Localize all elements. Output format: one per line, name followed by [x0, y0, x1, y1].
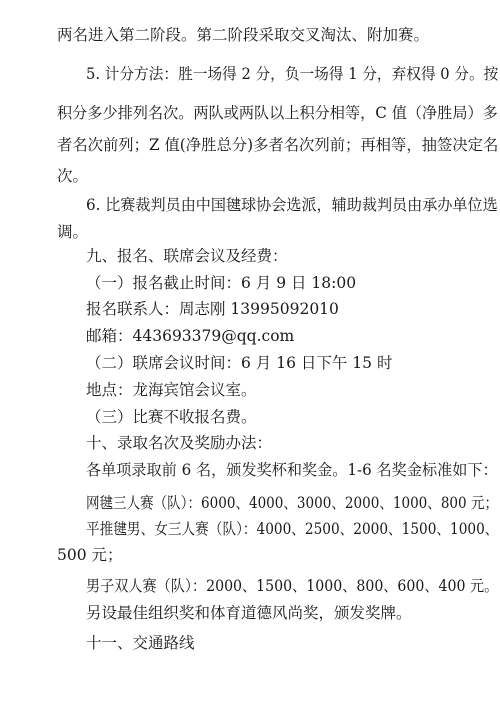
text-line: 两名进入第二阶段。第二阶段采取交叉淘汰、附加赛。 — [57, 26, 430, 44]
text-line: 平推毽男、女三人赛（队）：4000、2500、2000、1500、1000、 — [86, 520, 499, 538]
text-line: 者名次前列；Z 值(净胜总分)多者名次列前；再相等，抽签决定名 — [57, 136, 499, 154]
text-line: 男子双人赛（队）：2000、1500、1000、800、600、400 元。 — [86, 577, 499, 595]
text-line: 报名联系人：周志刚 13995092010 — [86, 300, 339, 318]
text-line: 次。 — [57, 167, 89, 185]
text-line: 各单项录取前 6 名，颁发奖杯和奖金。1-6 名奖金标准如下： — [86, 461, 498, 479]
text-line: 邮箱：443693379@qq.com — [86, 327, 295, 345]
text-line: （二）联席会议时间：6 月 16 日下午 15 时 — [86, 354, 393, 372]
text-line: 另设最佳组织奖和体育道德风尚奖，颁发奖牌。 — [86, 604, 412, 622]
text-line: （一）报名截止时间：6 月 9 日 18:00 — [86, 274, 357, 292]
section-heading: 九、报名、联席会议及经费： — [86, 247, 288, 265]
text-line: 地点：龙海宾馆会议室。 — [86, 381, 257, 399]
section-heading: 十、录取名次及奖励办法： — [86, 434, 273, 452]
text-line: 积分多少排列名次。两队或两队以上积分相等，C 值（净胜局）多 — [57, 104, 498, 122]
text-line: 网毽三人赛（队）：6000、4000、3000、2000、1000、800 元； — [86, 494, 499, 512]
text-line: 调。 — [57, 223, 89, 241]
section-heading: 十一、交通路线 — [86, 634, 195, 652]
text-line: （三）比赛不收报名费。 — [86, 408, 257, 426]
text-line: 5. 计分方法：胜一场得 2 分，负一场得 1 分，弃权得 0 分。按 — [86, 65, 499, 83]
text-line: 6. 比赛裁判员由中国毽球协会选派，辅助裁判员由承办单位选 — [86, 196, 498, 214]
text-line: 500 元； — [57, 546, 123, 564]
